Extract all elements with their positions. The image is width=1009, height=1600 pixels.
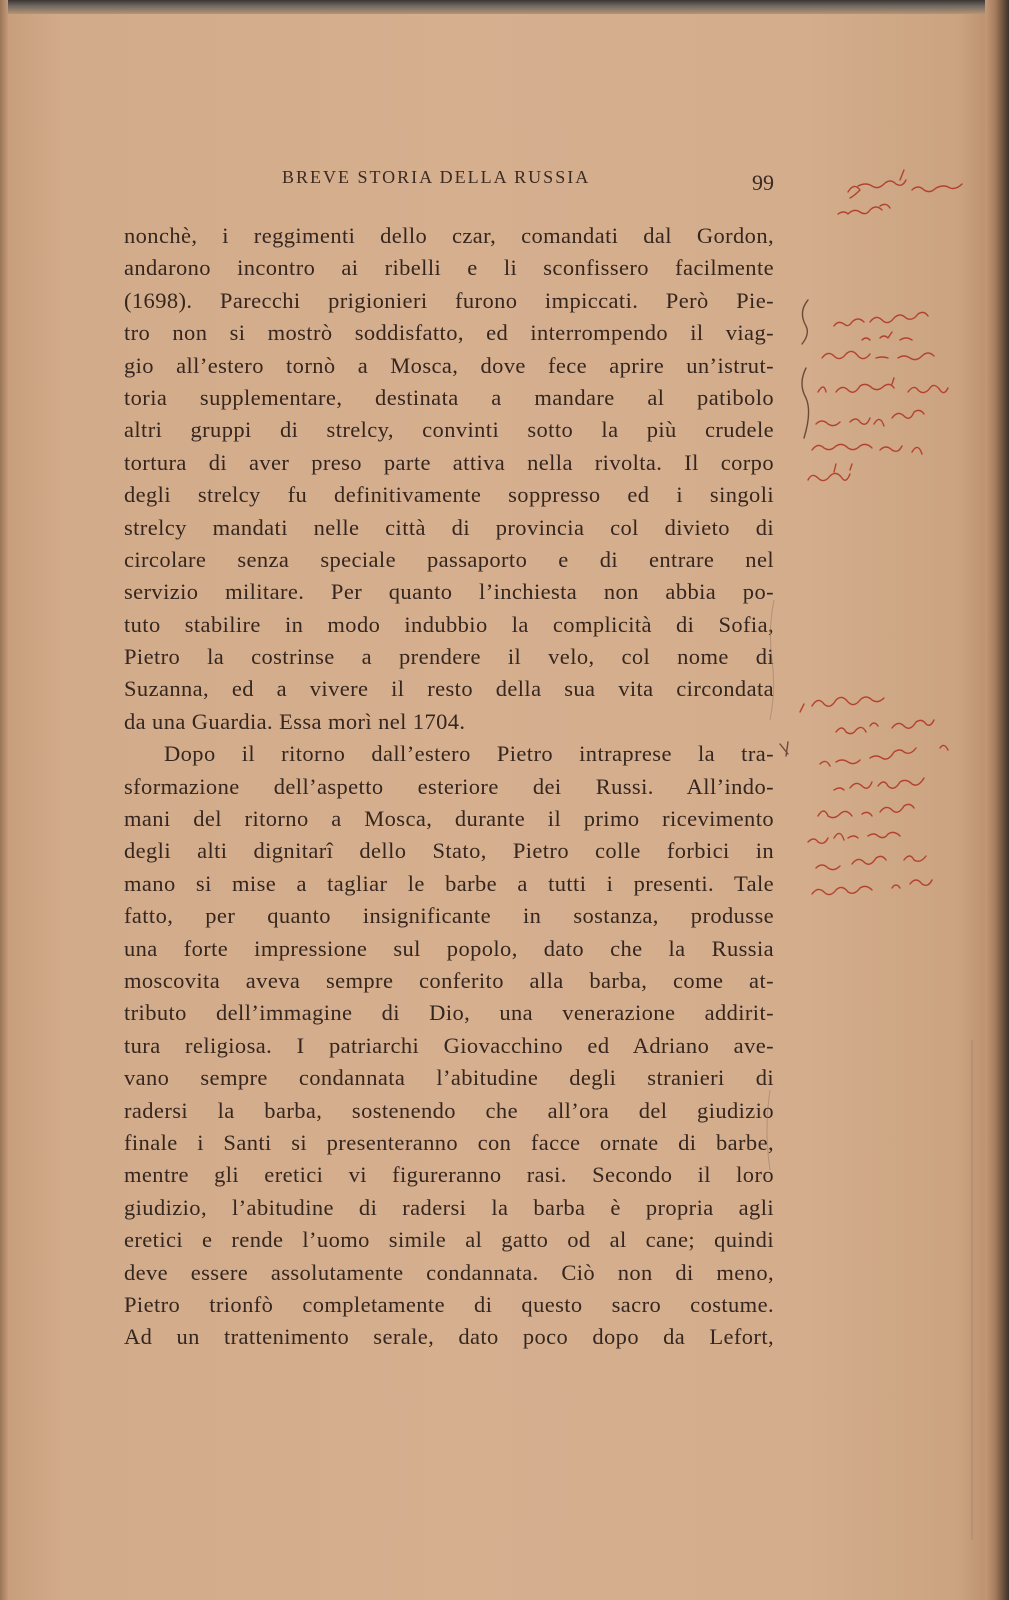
text-line: eretici e rende l’uomo simile al gatto od al cane; quindi: [124, 1227, 774, 1253]
page-right-edge: [985, 0, 1009, 1600]
text-line: Ad un trattenimento serale, dato poco dopo da Lefort,: [124, 1324, 774, 1350]
running-head: BREVE STORIA DELLA RUSSIA: [282, 167, 591, 187]
page-number: 99: [752, 170, 774, 195]
text-line: deve essere assolutamente condannata. Ciò non di meno,: [124, 1259, 774, 1285]
page-top-edge: [0, 0, 1009, 14]
text-line: una forte impressione sul popolo, dato che la Russia: [124, 935, 774, 961]
text-line: da una Guardia. Essa morì nel 1704.: [124, 708, 466, 734]
text-line: mani del ritorno a Mosca, durante il primo ricevimento: [124, 806, 774, 832]
text-line: Pietro la costrinse a prendere il velo, col nome di: [124, 644, 774, 670]
text-line: moscovita aveva sempre conferito alla barba, come at-: [124, 967, 774, 993]
text-line: toria supplementare, destinata a mandare al patibolo: [124, 384, 774, 410]
text-line: servizio militare. Per quanto l’inchiesta non abbia po-: [124, 579, 774, 605]
text-line: fatto, per quanto insignificante in sostanza, produsse: [124, 903, 774, 929]
text-line: andarono incontro ai ribelli e li sconfissero facilmente: [124, 255, 774, 281]
text-line: finale i Santi si presenteranno con facce ornate di barbe,: [124, 1129, 774, 1155]
text-line: tro non si mostrò soddisfatto, ed interrompendo il viag-: [124, 320, 774, 346]
text-line: strelcy mandati nelle città di provincia col divieto di: [124, 514, 774, 540]
text-line: degli alti dignitarî dello Stato, Pietro colle forbici in: [124, 838, 774, 864]
text-line: tuto stabilire in modo indubbio la complicità di Sofia,: [124, 611, 774, 637]
text-line: tura religiosa. I patriarchi Giovacchino ed Adriano ave-: [124, 1032, 774, 1058]
text-line: mano si mise a tagliar le barbe a tutti i presenti. Tale: [124, 870, 774, 896]
text-line: altri gruppi di strelcy, convinti sotto la più crudele: [124, 417, 774, 443]
text-line: gio all’estero tornò a Mosca, dove fece aprire un’istrut-: [124, 352, 774, 378]
text-line: sformazione dell’aspetto esteriore dei Russi. All’indo-: [124, 773, 774, 799]
text-line: radersi la barba, sostenendo che all’ora del giudizio: [124, 1097, 774, 1123]
text-line: Dopo il ritorno dall’estero Pietro intraprese la tra-: [164, 741, 774, 767]
text-line: tributo dell’immagine di Dio, una venerazione addirit-: [124, 1000, 774, 1026]
text-line: degli strelcy fu definitivamente soppresso ed i singoli: [124, 482, 774, 508]
text-line: nonchè, i reggimenti dello czar, comandati dal Gordon,: [124, 223, 774, 248]
body-text: [124, 220, 774, 1354]
text-line: Pietro trionfò completamente di questo sacro costume.: [124, 1291, 774, 1317]
text-line: mentre gli eretici vi figureranno rasi. Secondo il loro: [124, 1162, 774, 1188]
text-line: (1698). Parecchi prigionieri furono impiccati. Però Pie-: [124, 287, 774, 313]
text-line: circolare senza speciale passaporto e di entrare nel: [124, 546, 774, 572]
text-line: vano sempre condannata l’abitudine degli stranieri di: [124, 1065, 774, 1091]
text-line: giudizio, l’abitudine di radersi la barba è propria agli: [124, 1194, 774, 1220]
page-left-edge: [0, 0, 8, 1600]
text-line: tortura di aver preso parte attiva nella rivolta. Il corpo: [124, 449, 774, 475]
text-line: Suzanna, ed a vivere il resto della sua vita circondata: [124, 676, 774, 702]
